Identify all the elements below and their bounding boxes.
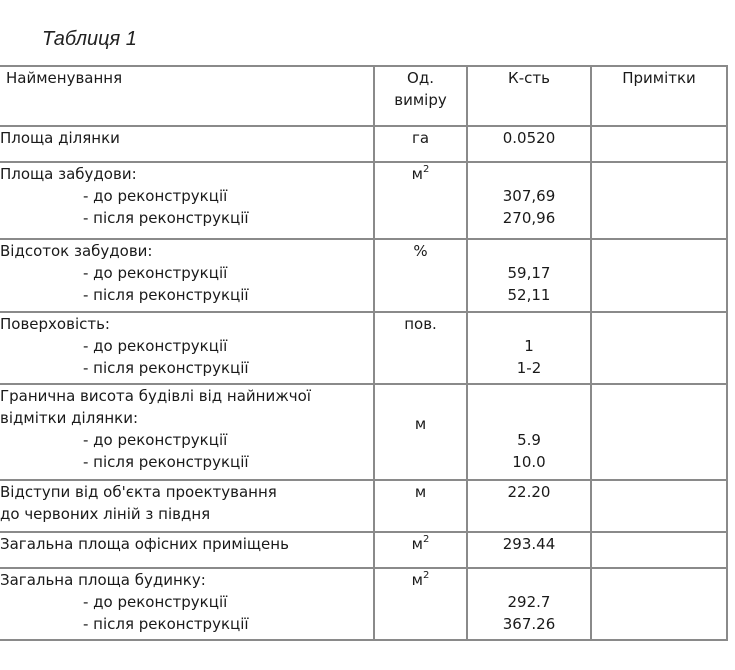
row-unit-cell (374, 126, 467, 162)
row-name-cell (0, 532, 374, 568)
row-unit-cell (374, 480, 467, 532)
unit-superscript: 2 (422, 164, 430, 175)
unit-label: м (414, 415, 427, 433)
qty-value: 5.9 (517, 431, 541, 449)
row-unit-cell (374, 162, 467, 239)
qty-value: 52,11 (507, 286, 551, 304)
table-caption: Таблиця 1 (42, 28, 137, 50)
row-sub-item: - до реконструкції (83, 593, 228, 611)
row-name-cell (0, 312, 374, 384)
qty-value: 293.44 (502, 535, 556, 553)
qty-value: 10.0 (512, 453, 546, 471)
row-qty-cell (467, 384, 591, 480)
qty-value: 1-2 (516, 359, 542, 377)
header-qty: К-сть (467, 66, 591, 126)
qty-value: 22.20 (507, 483, 551, 501)
table-row (0, 480, 727, 532)
row-notes-cell (591, 312, 727, 384)
unit-label: % (413, 242, 428, 260)
row-sub-item: - після реконструкції (83, 359, 249, 377)
table-body (0, 126, 727, 640)
unit-label: м (411, 571, 423, 589)
row-name: до червоних ліній з півдня (0, 505, 211, 523)
header-notes: Примітки (591, 66, 727, 126)
header-unit-line2: виміру (394, 91, 447, 109)
row-name-cell (0, 384, 374, 480)
table-row (0, 162, 727, 239)
qty-value: 1 (524, 337, 534, 355)
row-unit-cell (374, 568, 467, 640)
unit-label: га (411, 129, 430, 147)
row-name: Площа ділянки (0, 129, 120, 147)
row-name: відмітки ділянки: (0, 409, 138, 427)
row-sub-item: - після реконструкції (83, 453, 249, 471)
row-name: Гранична висота будівлі від найнижчої (0, 387, 311, 405)
row-unit-cell (374, 384, 467, 480)
unit-label: м (411, 165, 423, 183)
row-name: Загальна площа будинку: (0, 571, 206, 589)
table-row (0, 312, 727, 384)
row-sub-item: - до реконструкції (83, 431, 228, 449)
row-notes-cell (591, 239, 727, 312)
row-sub-item: - після реконструкції (83, 615, 249, 633)
unit-label: м (411, 535, 423, 553)
row-qty-cell (467, 532, 591, 568)
qty-value: 292.7 (507, 593, 551, 611)
row-qty-cell (467, 568, 591, 640)
qty-value: 270,96 (502, 209, 556, 227)
row-sub-item: - після реконструкції (83, 286, 249, 304)
row-sub-item: - до реконструкції (83, 264, 228, 282)
header-unit (374, 66, 467, 126)
unit-superscript: 2 (422, 570, 430, 581)
unit-label: м (414, 483, 427, 501)
table-row (0, 384, 727, 480)
header-name: Найменування (0, 66, 374, 126)
row-name: Поверховість: (0, 315, 110, 333)
qty-value: 307,69 (502, 187, 556, 205)
row-name: Відсоток забудови: (0, 242, 153, 260)
row-notes-cell (591, 480, 727, 532)
row-sub-item: - до реконструкції (83, 187, 228, 205)
row-unit-cell (374, 312, 467, 384)
row-sub-item: - після реконструкції (83, 209, 249, 227)
table-row (0, 568, 727, 640)
table-header-row (0, 66, 727, 126)
table-row (0, 126, 727, 162)
row-qty-cell (467, 162, 591, 239)
unit-superscript: 2 (422, 534, 430, 545)
qty-value: 59,17 (507, 264, 551, 282)
row-sub-item: - до реконструкції (83, 337, 228, 355)
row-unit-cell (374, 532, 467, 568)
parameters-table (0, 65, 728, 641)
row-qty-cell (467, 480, 591, 532)
row-name-cell (0, 239, 374, 312)
row-name: Площа забудови: (0, 165, 137, 183)
row-name-cell (0, 162, 374, 239)
row-notes-cell (591, 568, 727, 640)
row-notes-cell (591, 532, 727, 568)
row-name-cell (0, 480, 374, 532)
row-notes-cell (591, 162, 727, 239)
qty-value: 367.26 (502, 615, 556, 633)
header-unit-line1: Од. (407, 69, 434, 87)
row-notes-cell (591, 126, 727, 162)
row-name-cell (0, 568, 374, 640)
table-row (0, 532, 727, 568)
row-qty-cell (467, 239, 591, 312)
row-name-cell (0, 126, 374, 162)
row-name: Загальна площа офісних приміщень (0, 535, 289, 553)
row-qty-cell (467, 312, 591, 384)
row-qty-cell (467, 126, 591, 162)
row-unit-cell (374, 239, 467, 312)
table-row (0, 239, 727, 312)
row-notes-cell (591, 384, 727, 480)
unit-label: пов. (404, 315, 437, 333)
qty-value: 0.0520 (502, 129, 556, 147)
row-name: Відступи від об'єкта проектування (0, 483, 277, 501)
